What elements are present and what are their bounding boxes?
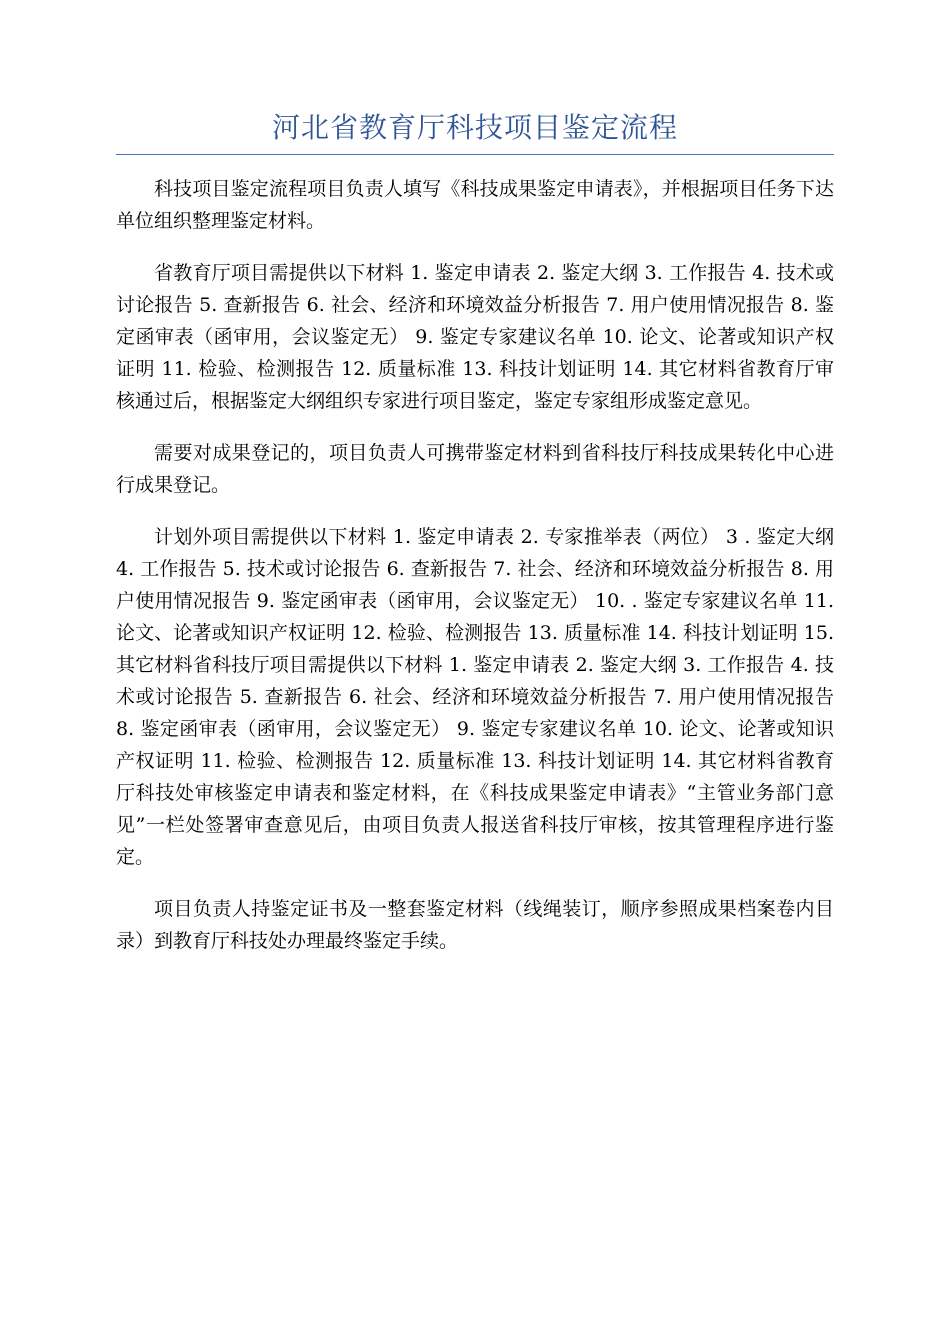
paragraph-provincial-materials: 省教育厅项目需提供以下材料 1. 鉴定申请表 2. 鉴定大纲 3. 工作报告 4. 技术或讨论报告 5. 查新报告 6. 社会、经济和环境效益分析报告 7. 用户使用情况报告 8. 鉴定函审表（函审用，会议鉴定无） 9. 鉴定专家建议名单 10. 论文、论著或知识产权证明 11. 检验、检测报告 12. 质量标准 13. 科技计划证明 14. 其它材料省教育厅审核通过后，根据鉴定大纲组织专家进行项目鉴定，鉴定专家组形成鉴定意见。 xyxy=(116,262,834,412)
document-title: 河北省教育厅科技项目鉴定流程 xyxy=(116,108,834,155)
document-body xyxy=(116,173,834,957)
paragraph-registration: 需要对成果登记的，项目负责人可携带鉴定材料到省科技厅科技成果转化中心进行成果登记。 xyxy=(116,442,834,496)
paragraph-intro: 科技项目鉴定流程项目负责人填写《科技成果鉴定申请表》，并根据项目任务下达单位组织整理鉴定材料。 xyxy=(116,178,834,232)
paragraph-unplanned-materials: 计划外项目需提供以下材料 1. 鉴定申请表 2. 专家推举表（两位） 3 . 鉴定大纲 4. 工作报告 5. 技术或讨论报告 6. 查新报告 7. 社会、经济和环境效益分析报告 8. 用户使用情况报告 9. 鉴定函审表（函审用，会议鉴定无） 10. . 鉴定专家建议名单 11. 论文、论著或知识产权证明 12. 检验、检测报告 13. 质量标准 14. 科技计划证明 15. 其它材料省科技厅项目需提供以下材料 1. 鉴定申请表 2. 鉴定大纲 3. 工作报告 4. 技术或讨论报告 5. 查新报告 6. 社会、经济和环境效益分析报告 7. 用户使用情况报告 8. 鉴定函审表（函审用，会议鉴定无） 9. 鉴定专家建议名单 10. 论文、论著或知识产权证明 11. 检验、检测报告 12. 质量标准 13. 科技计划证明 14. 其它材料省教育厅科技处审核鉴定申请表和鉴定材料，在《科技成果鉴定申请表》“主管业务部门意见”一栏处签署审查意见后，由项目负责人报送省科技厅审核，按其管理程序进行鉴定。 xyxy=(116,526,835,868)
paragraph-final-procedure: 项目负责人持鉴定证书及一整套鉴定材料（线绳装订，顺序参照成果档案卷内目录）到教育厅科技处办理最终鉴定手续。 xyxy=(116,898,834,952)
document-page xyxy=(116,108,834,977)
